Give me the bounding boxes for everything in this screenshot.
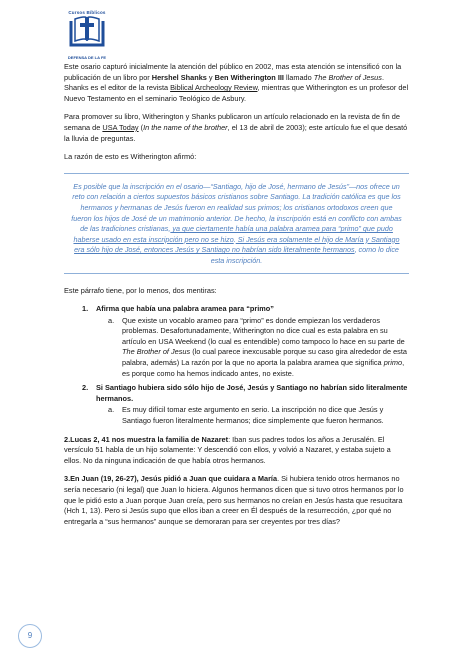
list-item-title: Afirma que había una palabra aramea para “primo” <box>96 304 274 314</box>
section-title: 3.En Juan (19, 26-27), Jesús pidió a Juan que cuidara a María <box>64 474 278 484</box>
document-body <box>64 62 409 535</box>
list-item-title: Si Santiago hubiera sido sólo hijo de José, Jesús y Santiago no habrían sido literalmente hermanos. <box>96 383 408 403</box>
paragraph-lies-intro: Este párrafo tiene, por lo menos, dos mentiras: <box>64 285 217 295</box>
list-item-lie-2 <box>82 383 409 404</box>
paragraph-reason: La razón de esto es Witherington afirmó: <box>64 152 197 162</box>
text: Que existe un vocablo arameo para “primo” es donde empiezan los verdaderos problemas. Desafortunadamente, Witherington no dice cual es esta palabra en su artículo en USA Weekend (lo cual es entendible) como tampoco lo hace en su parte de <box>122 315 405 346</box>
text: , mientras que Witherington es un profesor del Nuevo Testamento en el seminario Teológico de Asbury. <box>64 83 409 103</box>
section-text: . Si hubiera tenido otros hermanos no sería necesario (ni legal) que Juan lo hiciera. Algunos hermanos dicen que si tuvo otros hermanos por lo que le pidió esto a Juan porque Juan creía, pero sus hermanos no creían en Jesús hasta que resucitara (Hch 1, 13). Pero si Jesús supo que ellos iban a creer en Él después de la resurrección, ¿por qué no entregarla a “sus hermanos” aunque se demoraran para ser creyentes por tres días? <box>64 474 404 526</box>
text: ( <box>138 122 144 132</box>
text: y <box>206 72 215 82</box>
paragraph-usa-today <box>64 112 409 144</box>
sub-item-lie-1a <box>108 316 409 380</box>
sub-item-lie-2a <box>108 405 409 426</box>
sub-letter: a. <box>108 315 115 325</box>
quote-underlined: Si Jesús era solamente el hijo de María y Santiago era sólo hijo de José, entonces Jesús y Santiago no habrían sido literalmente hermanos <box>74 234 400 255</box>
text: (lo cual parece inexcusable porque su caso gira alrededor de esta palabra, además) La razón por la que no aporta la palabra aramea que significa <box>122 347 407 368</box>
book-title: The Brother of Jesus <box>313 72 382 82</box>
section-lucas <box>64 435 409 467</box>
section-text: : Iban sus padres todos los años a Jerusalén. El versículo 51 habla de un hijo solamente: Y descendió con ellos, y volvió a Nazaret, y estaba sujeto a ellos. No da ninguna indicación de que había otros hermanos. <box>64 434 391 465</box>
sub-letter: a. <box>108 405 115 415</box>
sub-item-text <box>122 316 409 380</box>
emphasis-word: primo <box>383 358 403 368</box>
usa-today-link[interactable]: USA Today <box>102 122 139 132</box>
quote-text: Es posible que la inscripción en el osario—“Santiago, hijo de José, hermano de Jesús”—nos ofrece un reto con relación a ciertos supuestos básicos cristianos sobre Santiago. La tradición católica es que los hermanos y hermanas de Jesús fueron en realidad sus primos; los cristianos ortodoxos creen que fueron los hijos de José de un matrimonio anterior. De hecho, la inscripción está en conflicto con ambas de las tradiciones cristianas, <box>71 181 402 234</box>
page-number: 9 <box>18 624 42 648</box>
magazine-link[interactable]: Biblical Archeology Review <box>170 83 258 93</box>
text: llamado <box>283 72 314 82</box>
book-title: The Brother of Jesus <box>122 347 191 357</box>
logo <box>64 10 110 60</box>
section-juan <box>64 474 409 527</box>
section-title: 2.Lucas 2, 41 nos muestra la familia de Nazaret <box>64 434 229 444</box>
quote-text: . <box>233 234 236 244</box>
logo-top-text: Cursos Bíblicos <box>68 10 106 15</box>
quote-text: , como lo dice esta inscripción. <box>210 245 399 265</box>
list-item-lie-1 <box>82 304 409 315</box>
sub-item-text: Es muy difícil tomar este argumento en serio. La inscripción no dice que Jesús y Santiago fueron literalmente hermanos; dice simplemente que fueron hermanos. <box>122 405 384 426</box>
author-name: Ben Witherington III <box>214 72 284 82</box>
article-title: In the name of the brother <box>143 122 228 132</box>
bible-cross-logo-icon <box>67 15 107 49</box>
list-number: 1. <box>82 304 89 314</box>
text: Este osario capturó inicialmente la atención del público en 2002, mas esta atención se intensificó con la publicación de un libro por <box>64 62 402 82</box>
text: Para promover su libro, Witherington y Shanks publicaron un artículo relacionado en la revista de fin de semana de <box>64 112 400 132</box>
paragraph-intro <box>64 62 409 104</box>
text: , es porque como ha hemos indicado antes, no existe. <box>122 358 405 378</box>
logo-bottom-text: DEFENSA DE LA FE <box>67 55 107 60</box>
text: , el 13 de abril de 2003); este artículo fue el que desató la lluvia de preguntas. <box>64 122 408 143</box>
author-name: Hershel Shanks <box>151 72 207 82</box>
block-quote <box>64 173 409 274</box>
quote-underlined: ya que ciertamente había una palabra aramea para “primo” que pudo haberse usado en esta inscripción pero no se hizo <box>73 224 393 244</box>
list-number: 2. <box>82 383 89 393</box>
text: . Shanks es el editor de la revista <box>64 72 384 93</box>
